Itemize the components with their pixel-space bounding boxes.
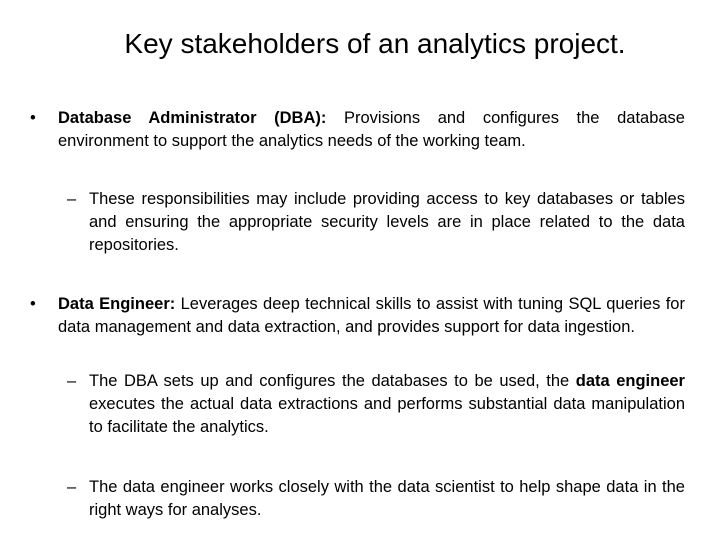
bullet-term: Database Administrator (DBA): [58, 109, 327, 127]
sub-bullet-dba-responsibilities [67, 188, 685, 257]
bullet-term: Data Engineer: [58, 295, 176, 313]
bullet-marker: • [30, 295, 36, 313]
slide-title: Key stakeholders of an analytics project. [124, 28, 626, 59]
sub-bullet-dba-vs-engineer [67, 370, 685, 439]
bullet-dba [30, 107, 685, 153]
bullet-text: Provisions and configures the database environment to support the analytics needs of the working team. [58, 109, 685, 150]
sub-bullet-marker: – [67, 190, 77, 208]
bullet-text: Leverages deep technical skills to assist with tuning SQL queries for data management and data extraction, and provides support for data ingestion. [58, 295, 685, 336]
bullet-marker: • [30, 109, 36, 127]
sub-bullet-engineer-collaboration [67, 476, 685, 522]
sub-bullet-text-after: executes the actual data extractions and performs substantial data manipulation to facilitate the analytics. [89, 395, 685, 436]
sub-bullet-bold-term: data engineer [575, 372, 685, 390]
sub-bullet-text-before: The DBA sets up and configures the databases to be used, the [89, 372, 576, 390]
sub-bullet-marker: – [67, 372, 77, 390]
sub-bullet-text: The data engineer works closely with the data scientist to help shape data in the right ways for analyses. [89, 478, 685, 519]
bullet-data-engineer [30, 293, 685, 339]
sub-bullet-text: These responsibilities may include providing access to key databases or tables and ensuring the appropriate security levels are in place related to the data repositories. [89, 190, 685, 254]
sub-bullet-marker: – [67, 478, 77, 496]
